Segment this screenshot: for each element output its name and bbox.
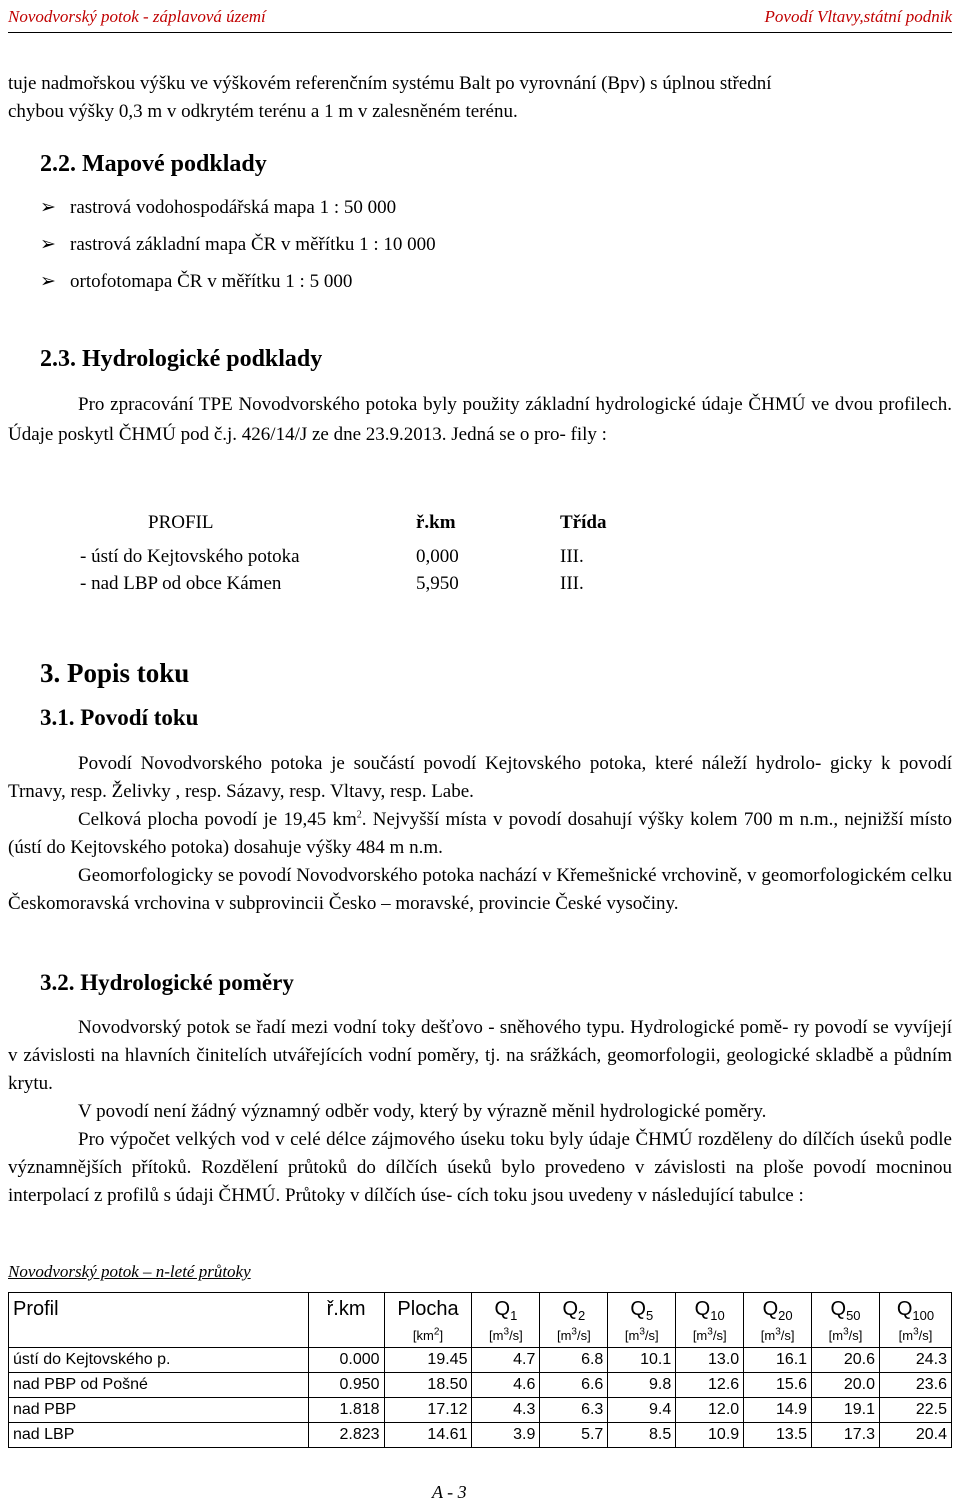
profile-header-rkm: ř.km	[416, 512, 456, 533]
section-3-2-p2: V povodí není žádný významný odběr vody, který by výrazně měnil hydrologické poměry.	[78, 1101, 767, 1122]
header-q10: $Q_{10}$	[676, 1293, 744, 1326]
profile-header-class: Třída	[560, 512, 607, 533]
header-q100: $Q_{100}$	[880, 1293, 952, 1326]
table-cell: 22.5	[880, 1398, 952, 1423]
profile-row-1-name: - ústí do Kejtovského potoka	[80, 546, 300, 567]
section-2-3-title: 2.3. Hydrologické podklady	[40, 346, 323, 372]
table-cell: 12.6	[676, 1373, 744, 1398]
page-number: A - 3	[432, 1482, 467, 1502]
table-cell: 17.3	[812, 1423, 880, 1448]
table-cell: ústí do Kejtovského p.	[9, 1348, 309, 1373]
arrow-bullet-icon: ➢	[40, 271, 56, 292]
table-cell: 0.000	[308, 1348, 384, 1373]
arrow-bullet-icon: ➢	[40, 234, 56, 255]
table-cell: 8.5	[608, 1423, 676, 1448]
table-cell: 10.9	[676, 1423, 744, 1448]
table-row	[9, 1398, 952, 1423]
table-cell: 14.9	[744, 1398, 812, 1423]
header-q2: $Q_2$	[540, 1293, 608, 1326]
section-2-3-text: Pro zpracování TPE Novodvorského potoka byly použity základní hydrologické údaje ČHMÚ ve dvou profilech. Údaje poskytl ČHMÚ pod č.j. 426/14/J ze dne 23.9.2013. Jedná se o pro- fily :	[8, 394, 952, 445]
profile-header-name: PROFIL	[148, 512, 214, 533]
table-cell: 20.0	[812, 1373, 880, 1398]
units-flow: $[m^3/s]$	[744, 1325, 812, 1348]
map-item-3-text: ortofotomapa ČR v měřítku 1 : 5 000	[70, 271, 353, 292]
section-3-2-title: 3.2. Hydrologické poměry	[40, 970, 294, 995]
table-cell: 10.1	[608, 1348, 676, 1373]
table-cell: 17.12	[384, 1398, 472, 1423]
table-cell: 1.818	[308, 1398, 384, 1423]
table-cell: 13.0	[676, 1348, 744, 1373]
section-3-2-p3: Pro výpočet velkých vod v celé délce zájmového úseku toku byly údaje ČHMÚ rozděleny do dílčích úseků podle významnějších přítoků. Rozdělení průtoků do dílčích úseků bylo provedeno v závislosti na ploše povodí mocninou interpolací z profilů s údaji ČHMÚ. Průtoky v dílčích úse- cích toku jsou uvedeny v následující tabulce :	[8, 1129, 952, 1206]
table-cell: 9.4	[608, 1398, 676, 1423]
section-2-2-title: 2.2. Mapové podklady	[40, 151, 267, 177]
area-text: Celková plocha povodí je 19,45 km	[78, 809, 357, 830]
header-profil: Profil	[9, 1293, 309, 1326]
map-item-3	[40, 270, 352, 293]
intro-line-1: tuje nadmořskou výšku ve výškovém referenčním systému Balt po vyrovnání (Bpv) s úplnou střední	[8, 73, 772, 94]
page-header	[8, 4, 952, 33]
table-cell: 23.6	[880, 1373, 952, 1398]
section-3-1-p1: Povodí Novodvorského potoka je součástí povodí Kejtovského potoka, které náleží hydrolo- gicky k povodí Trnavy, resp. Želivky , resp. Sázavy, resp. Vltavy, resp. Labe.	[8, 753, 952, 802]
table-cell: 18.50	[384, 1373, 472, 1398]
units-flow: $[m^3/s]$	[812, 1325, 880, 1348]
arrow-bullet-icon: ➢	[40, 197, 56, 218]
header-q1: $Q_1$	[472, 1293, 540, 1326]
table-row	[9, 1373, 952, 1398]
table-cell: 19.1	[812, 1398, 880, 1423]
map-item-1	[40, 196, 396, 219]
section-3-2-body	[8, 1014, 952, 1210]
units-flow: $[m^3/s]$	[540, 1325, 608, 1348]
section-3-1-title: 3.1. Povodí toku	[40, 705, 199, 730]
table-cell: 19.45	[384, 1348, 472, 1373]
units-flow: $[m^3/s]$	[472, 1325, 540, 1348]
units-flow: $[m^3/s]$	[676, 1325, 744, 1348]
table-body	[9, 1348, 952, 1448]
header-left: Novodvorský potok - záplavová území	[8, 7, 266, 26]
units-empty-1	[9, 1325, 309, 1348]
table-cell: 9.8	[608, 1373, 676, 1398]
table-cell: 14.61	[384, 1423, 472, 1448]
header-plocha: Plocha	[384, 1293, 472, 1326]
units-flow: $[m^3/s]$	[608, 1325, 676, 1348]
map-item-1-text: rastrová vodohospodářská mapa 1 : 50 000	[70, 197, 397, 218]
section-3-2-p1: Novodvorský potok se řadí mezi vodní toky dešťovo - sněhového typu. Hydrologické pomě- ry povodí se vyvíjejí v závislosti na hlavních činitelích utvářejících vodní poměry, tj. na srážkách, geomorfologii, geologické skladbě a půdním krytu.	[8, 1017, 952, 1094]
units-area: $[km^2]$	[384, 1325, 472, 1348]
table-row	[9, 1348, 952, 1373]
table-cell: 5.7	[540, 1423, 608, 1448]
header-q20: $Q_{20}$	[744, 1293, 812, 1326]
intro-text	[8, 70, 952, 126]
header-q5: $Q_5$	[608, 1293, 676, 1326]
table-cell: 15.6	[744, 1373, 812, 1398]
table-cell: 4.6	[472, 1373, 540, 1398]
units-empty-2	[308, 1325, 384, 1348]
table-cell: 6.8	[540, 1348, 608, 1373]
header-rkm: ř.km	[308, 1293, 384, 1326]
table-cell: 16.1	[744, 1348, 812, 1373]
table-cell: nad PBP	[9, 1398, 309, 1423]
table-cell: 20.6	[812, 1348, 880, 1373]
table-cell: 24.3	[880, 1348, 952, 1373]
profile-row-1-class: III.	[560, 546, 584, 567]
table-caption: Novodvorský potok – n-leté průtoky	[8, 1262, 251, 1281]
profile-row-2-class: III.	[560, 573, 584, 594]
table-cell: 0.950	[308, 1373, 384, 1398]
table-header-row	[9, 1293, 952, 1326]
table-cell: 13.5	[744, 1423, 812, 1448]
table-cell: nad LBP	[9, 1423, 309, 1448]
table-cell: 2.823	[308, 1423, 384, 1448]
table-cell: 6.3	[540, 1398, 608, 1423]
intro-line-2: chybou výšky 0,3 m v odkrytém terénu a 1 m v zalesněném terénu.	[8, 101, 518, 122]
table-cell: nad PBP od Pošné	[9, 1373, 309, 1398]
profile-row-2-rkm: 5,950	[416, 573, 459, 594]
section-3-1-p3: Geomorfologicky se povodí Novodvorského potoka nachází v Křemešnické vrchovině, v geomorfologickém celku Českomoravská vrchovina v subprovincii Česko – moravské, provincie České vysočiny.	[8, 865, 952, 914]
table-cell: 4.7	[472, 1348, 540, 1373]
map-item-2-text: rastrová základní mapa ČR v měřítku 1 : 10 000	[70, 234, 436, 255]
header-q50: $Q_{50}$	[812, 1293, 880, 1326]
profile-row-1-rkm: 0,000	[416, 546, 459, 567]
table-cell: 4.3	[472, 1398, 540, 1423]
table-cell: 12.0	[676, 1398, 744, 1423]
table-cell: 3.9	[472, 1423, 540, 1448]
flow-table	[8, 1292, 952, 1448]
header-right: Povodí Vltavy,státní podnik	[764, 7, 952, 26]
table-cell: 20.4	[880, 1423, 952, 1448]
section-3-title: 3. Popis toku	[40, 658, 190, 688]
profile-row-2-name: - nad LBP od obce Kámen	[80, 573, 282, 594]
table-cell: 6.6	[540, 1373, 608, 1398]
table-row	[9, 1423, 952, 1448]
units-flow: $[m^3/s]$	[880, 1325, 952, 1348]
section-3-1-p2	[8, 806, 952, 862]
area-sup: 2	[356, 809, 362, 821]
table-units-row	[9, 1325, 952, 1348]
map-item-2	[40, 233, 436, 256]
section-3-1-body	[8, 750, 952, 918]
elevation-text: . Nejvyšší místa v povodí dosahují výšky kolem 700 m n.m., nejnižší místo (ústí do Kejtovského potoka) dosahuje výšky 484 m n.m.	[8, 809, 952, 858]
